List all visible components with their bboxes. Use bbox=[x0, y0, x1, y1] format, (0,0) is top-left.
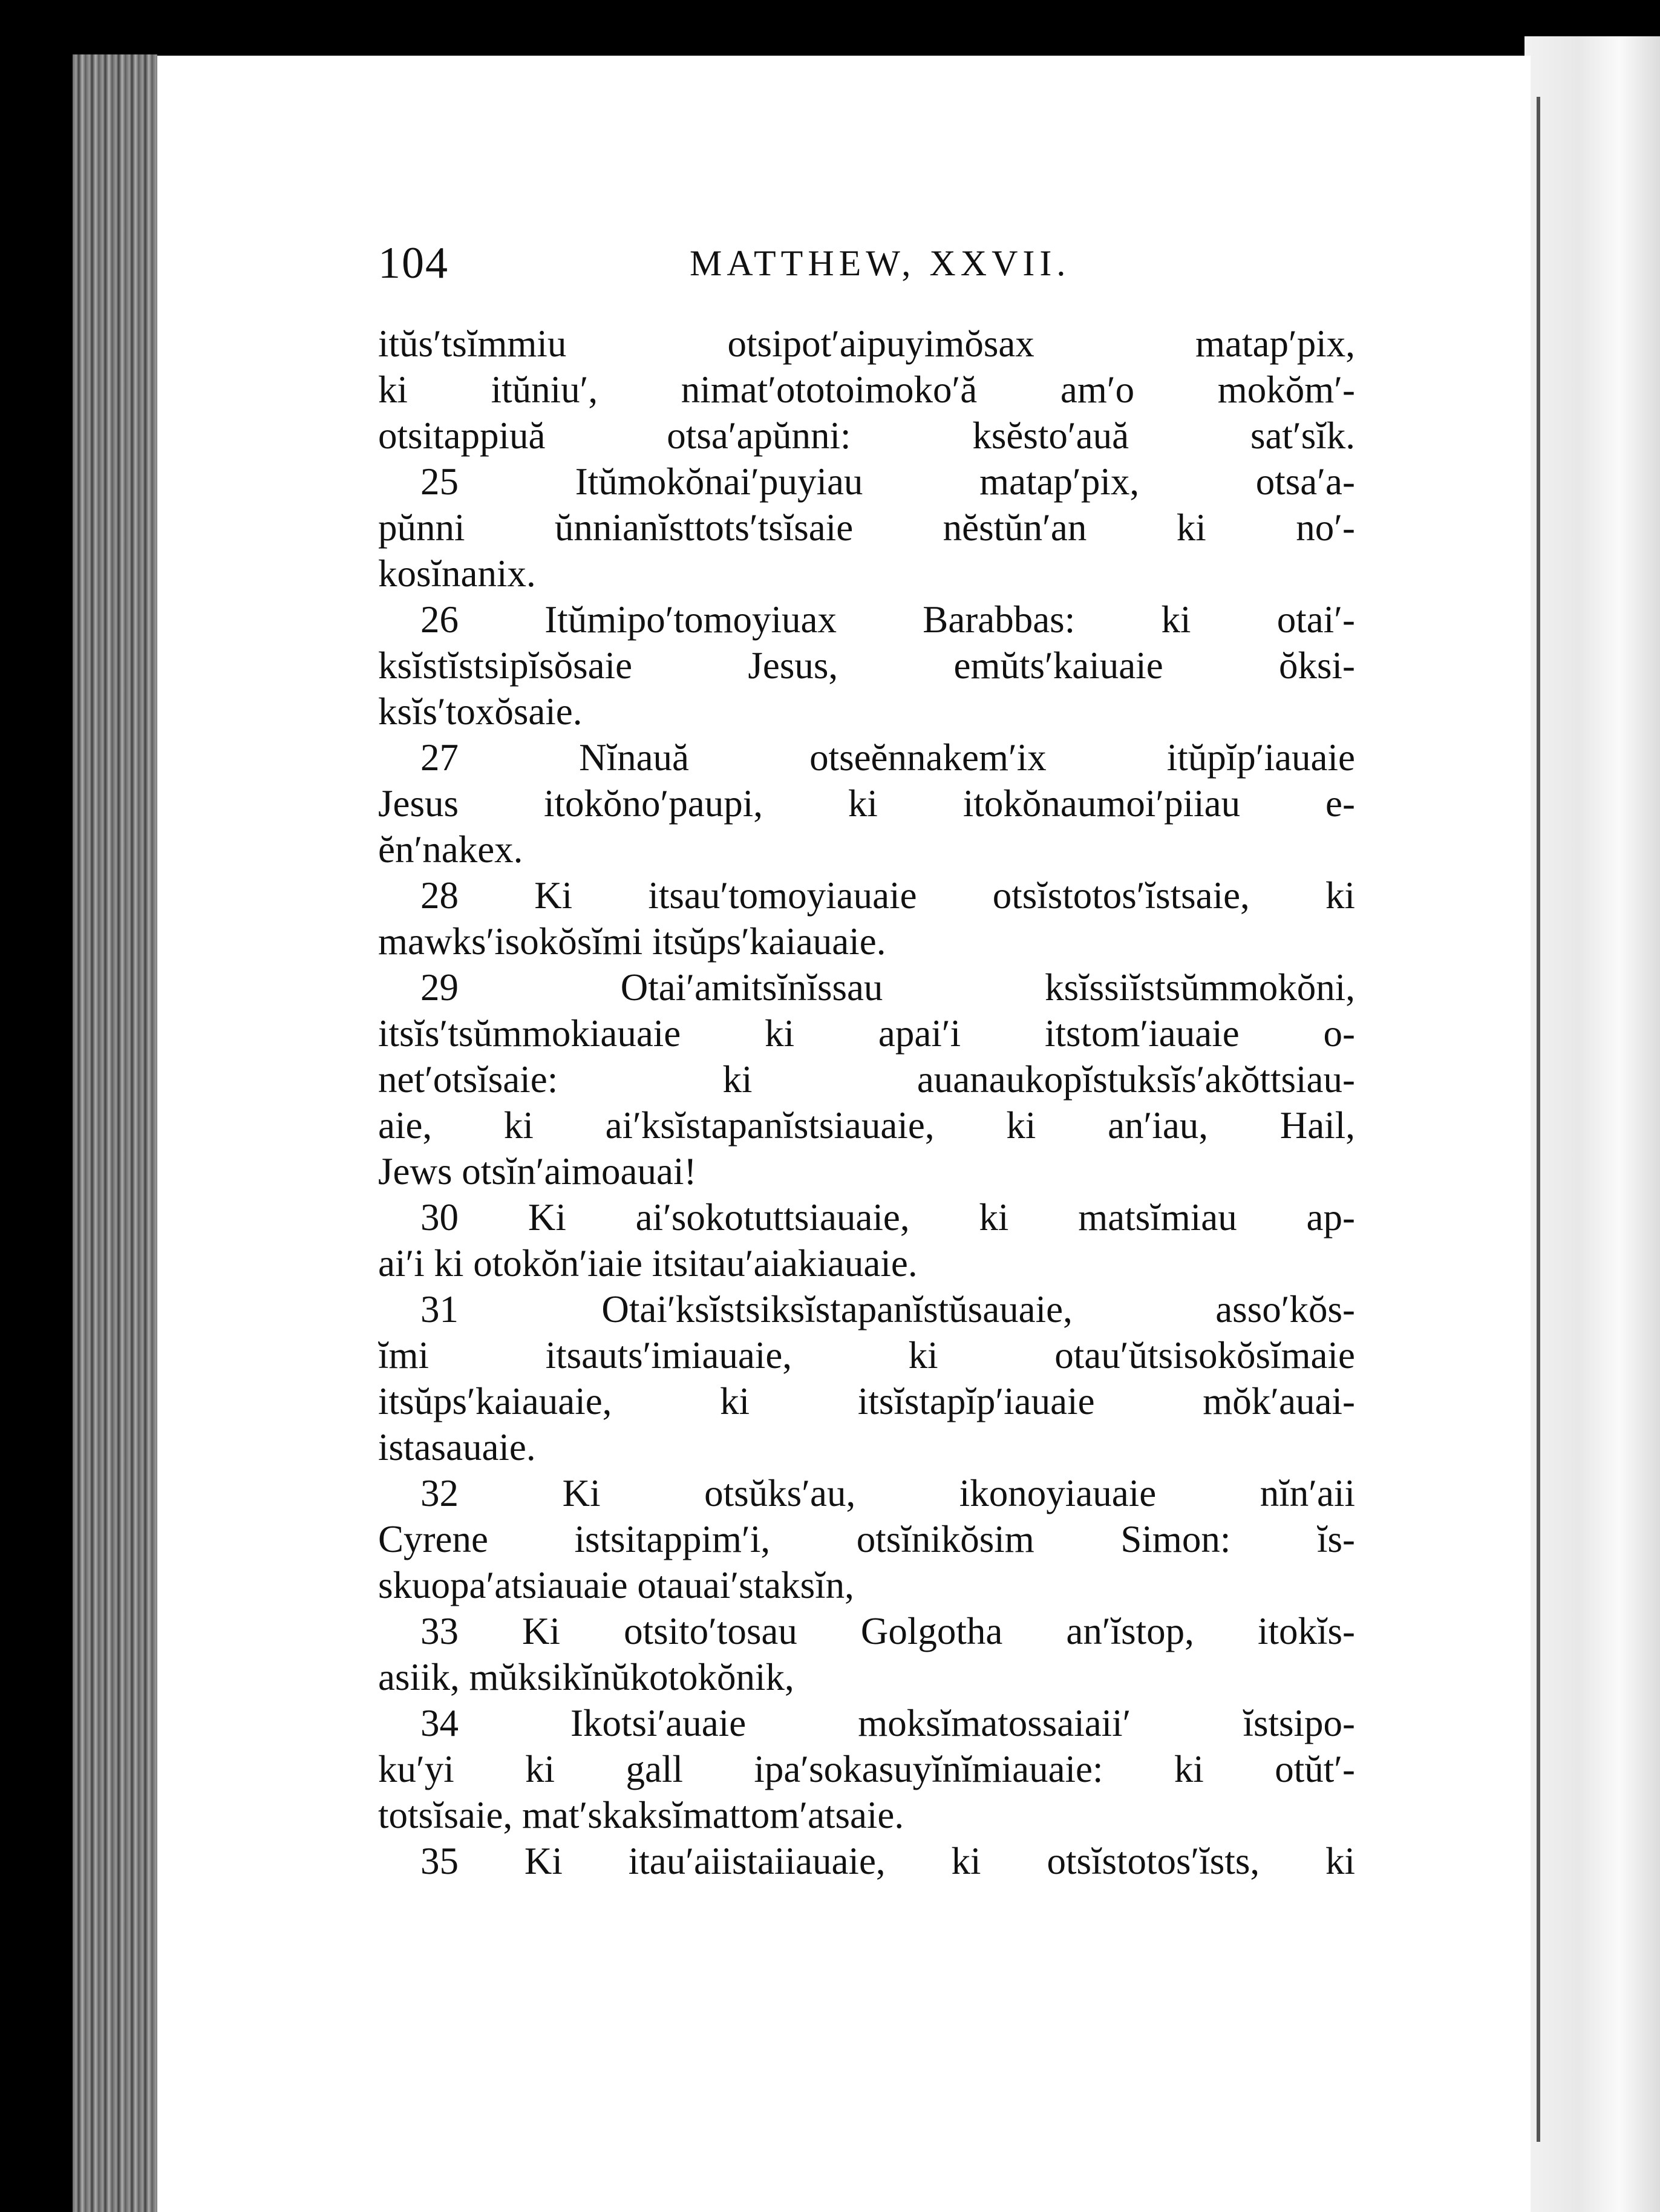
verse-31-start: 31 Otai′ksĭstsiksĭstapanĭstŭsauaie, asso′kŏs- bbox=[420, 1288, 1355, 1330]
text-line: ksĭs′toxŏsaie. bbox=[378, 690, 583, 733]
text-line: ki itŭniu′, nimat′ototoimoko′ă am′o mokŏm′- bbox=[378, 368, 1355, 411]
verse-text-block bbox=[378, 321, 1355, 1884]
verse-35-start: 35 Ki itau′aiistaiiauaie, ki otsĭstotos′ĭsts, ki bbox=[420, 1840, 1355, 1882]
text-line: ĕn′nakex. bbox=[378, 828, 523, 871]
chapter-title: MATTHEW, XXVII. bbox=[690, 243, 1071, 283]
text-line: istasauaie. bbox=[378, 1426, 536, 1468]
book-gutter bbox=[73, 54, 157, 2212]
verse-30-start: 30 Ki ai′sokotuttsiauaie, ki matsĭmiau ap- bbox=[420, 1196, 1355, 1239]
text-line: ĭmi itsauts′imiauaie, ki otau′ŭtsisokŏsĭmaie bbox=[378, 1334, 1355, 1376]
text-line: itsŭps′kaiauaie, ki itsĭstapĭp′iauaie mŏk′auai- bbox=[378, 1380, 1355, 1422]
text-line: skuopa′atsiauaie otauai′staksĭn, bbox=[378, 1564, 854, 1606]
text-line: kosĭnanix. bbox=[378, 552, 536, 595]
text-line: ksĭstĭstsipĭsŏsaie Jesus, emŭts′kaiuaie ŏksi- bbox=[378, 644, 1355, 687]
text-line: asiik, mŭksikĭnŭkotokŏnik, bbox=[378, 1656, 794, 1698]
page-edge-line bbox=[1537, 97, 1540, 2142]
text-line: Jews otsĭn′aimoauai! bbox=[378, 1150, 697, 1193]
verse-29-start: 29 Otai′amitsĭnĭssau ksĭssiĭstsŭmmokŏni, bbox=[420, 966, 1355, 1009]
verse-27-start: 27 Nĭnauă otseĕnnakem′ix itŭpĭp′iauaie bbox=[420, 736, 1355, 779]
text-line: Cyrene istsitappim′i, otsĭnikŏsim Simon: ĭs- bbox=[378, 1518, 1355, 1560]
text-line: otsitappiuă otsa′apŭnni: ksĕsto′auă sat′sĭk. bbox=[378, 414, 1355, 457]
text-line: aie, ki ai′ksĭstapanĭstsiauaie, ki an′iau, Hail, bbox=[378, 1104, 1355, 1147]
verse-25-start: 25 Itŭmokŏnai′puyiau matap′pix, otsa′a- bbox=[420, 460, 1355, 503]
verse-32-start: 32 Ki otsŭks′au, ikonoyiauaie nĭn′aii bbox=[420, 1472, 1355, 1514]
verse-26-start: 26 Itŭmipo′tomoyiuax Barabbas: ki otai′- bbox=[420, 598, 1355, 641]
text-line: itsĭs′tsŭmmokiauaie ki apai′i itstom′iauaie o- bbox=[378, 1012, 1355, 1055]
text-line: net′otsĭsaie: ki auanaukopĭstuksĭs′akŏttsiau- bbox=[378, 1058, 1355, 1101]
text-line: ku′yi ki gall ipa′sokasuyĭnĭmiauaie: ki otŭt′- bbox=[378, 1748, 1355, 1790]
page-stack-edge bbox=[1524, 36, 1660, 2212]
text-line: itŭs′tsĭmmiu otsipot′aipuyimŏsax matap′pix, bbox=[378, 322, 1355, 365]
text-line: pŭnni ŭnnianĭsttots′tsĭsaie nĕstŭn′an ki no′- bbox=[378, 506, 1355, 549]
running-head bbox=[378, 233, 1407, 299]
verse-33-start: 33 Ki otsito′tosau Golgotha an′ĭstop, itokĭs- bbox=[420, 1610, 1355, 1652]
verse-34-start: 34 Ikotsi′auaie moksĭmatossaiaii′ ĭstsipo- bbox=[420, 1702, 1355, 1744]
verse-28-start: 28 Ki itsau′tomoyiauaie otsĭstotos′ĭstsaie, ki bbox=[420, 874, 1355, 917]
text-line: ai′i ki otokŏn′iaie itsitau′aiakiauaie. bbox=[378, 1242, 918, 1284]
page-number: 104 bbox=[378, 238, 449, 288]
text-line: mawks′isokŏsĭmi itsŭps′kaiauaie. bbox=[378, 920, 886, 963]
text-line: Jesus itokŏno′paupi, ki itokŏnaumoi′piiau e- bbox=[378, 782, 1355, 825]
text-line: totsĭsaie, mat′skaksĭmattom′atsaie. bbox=[378, 1794, 904, 1836]
